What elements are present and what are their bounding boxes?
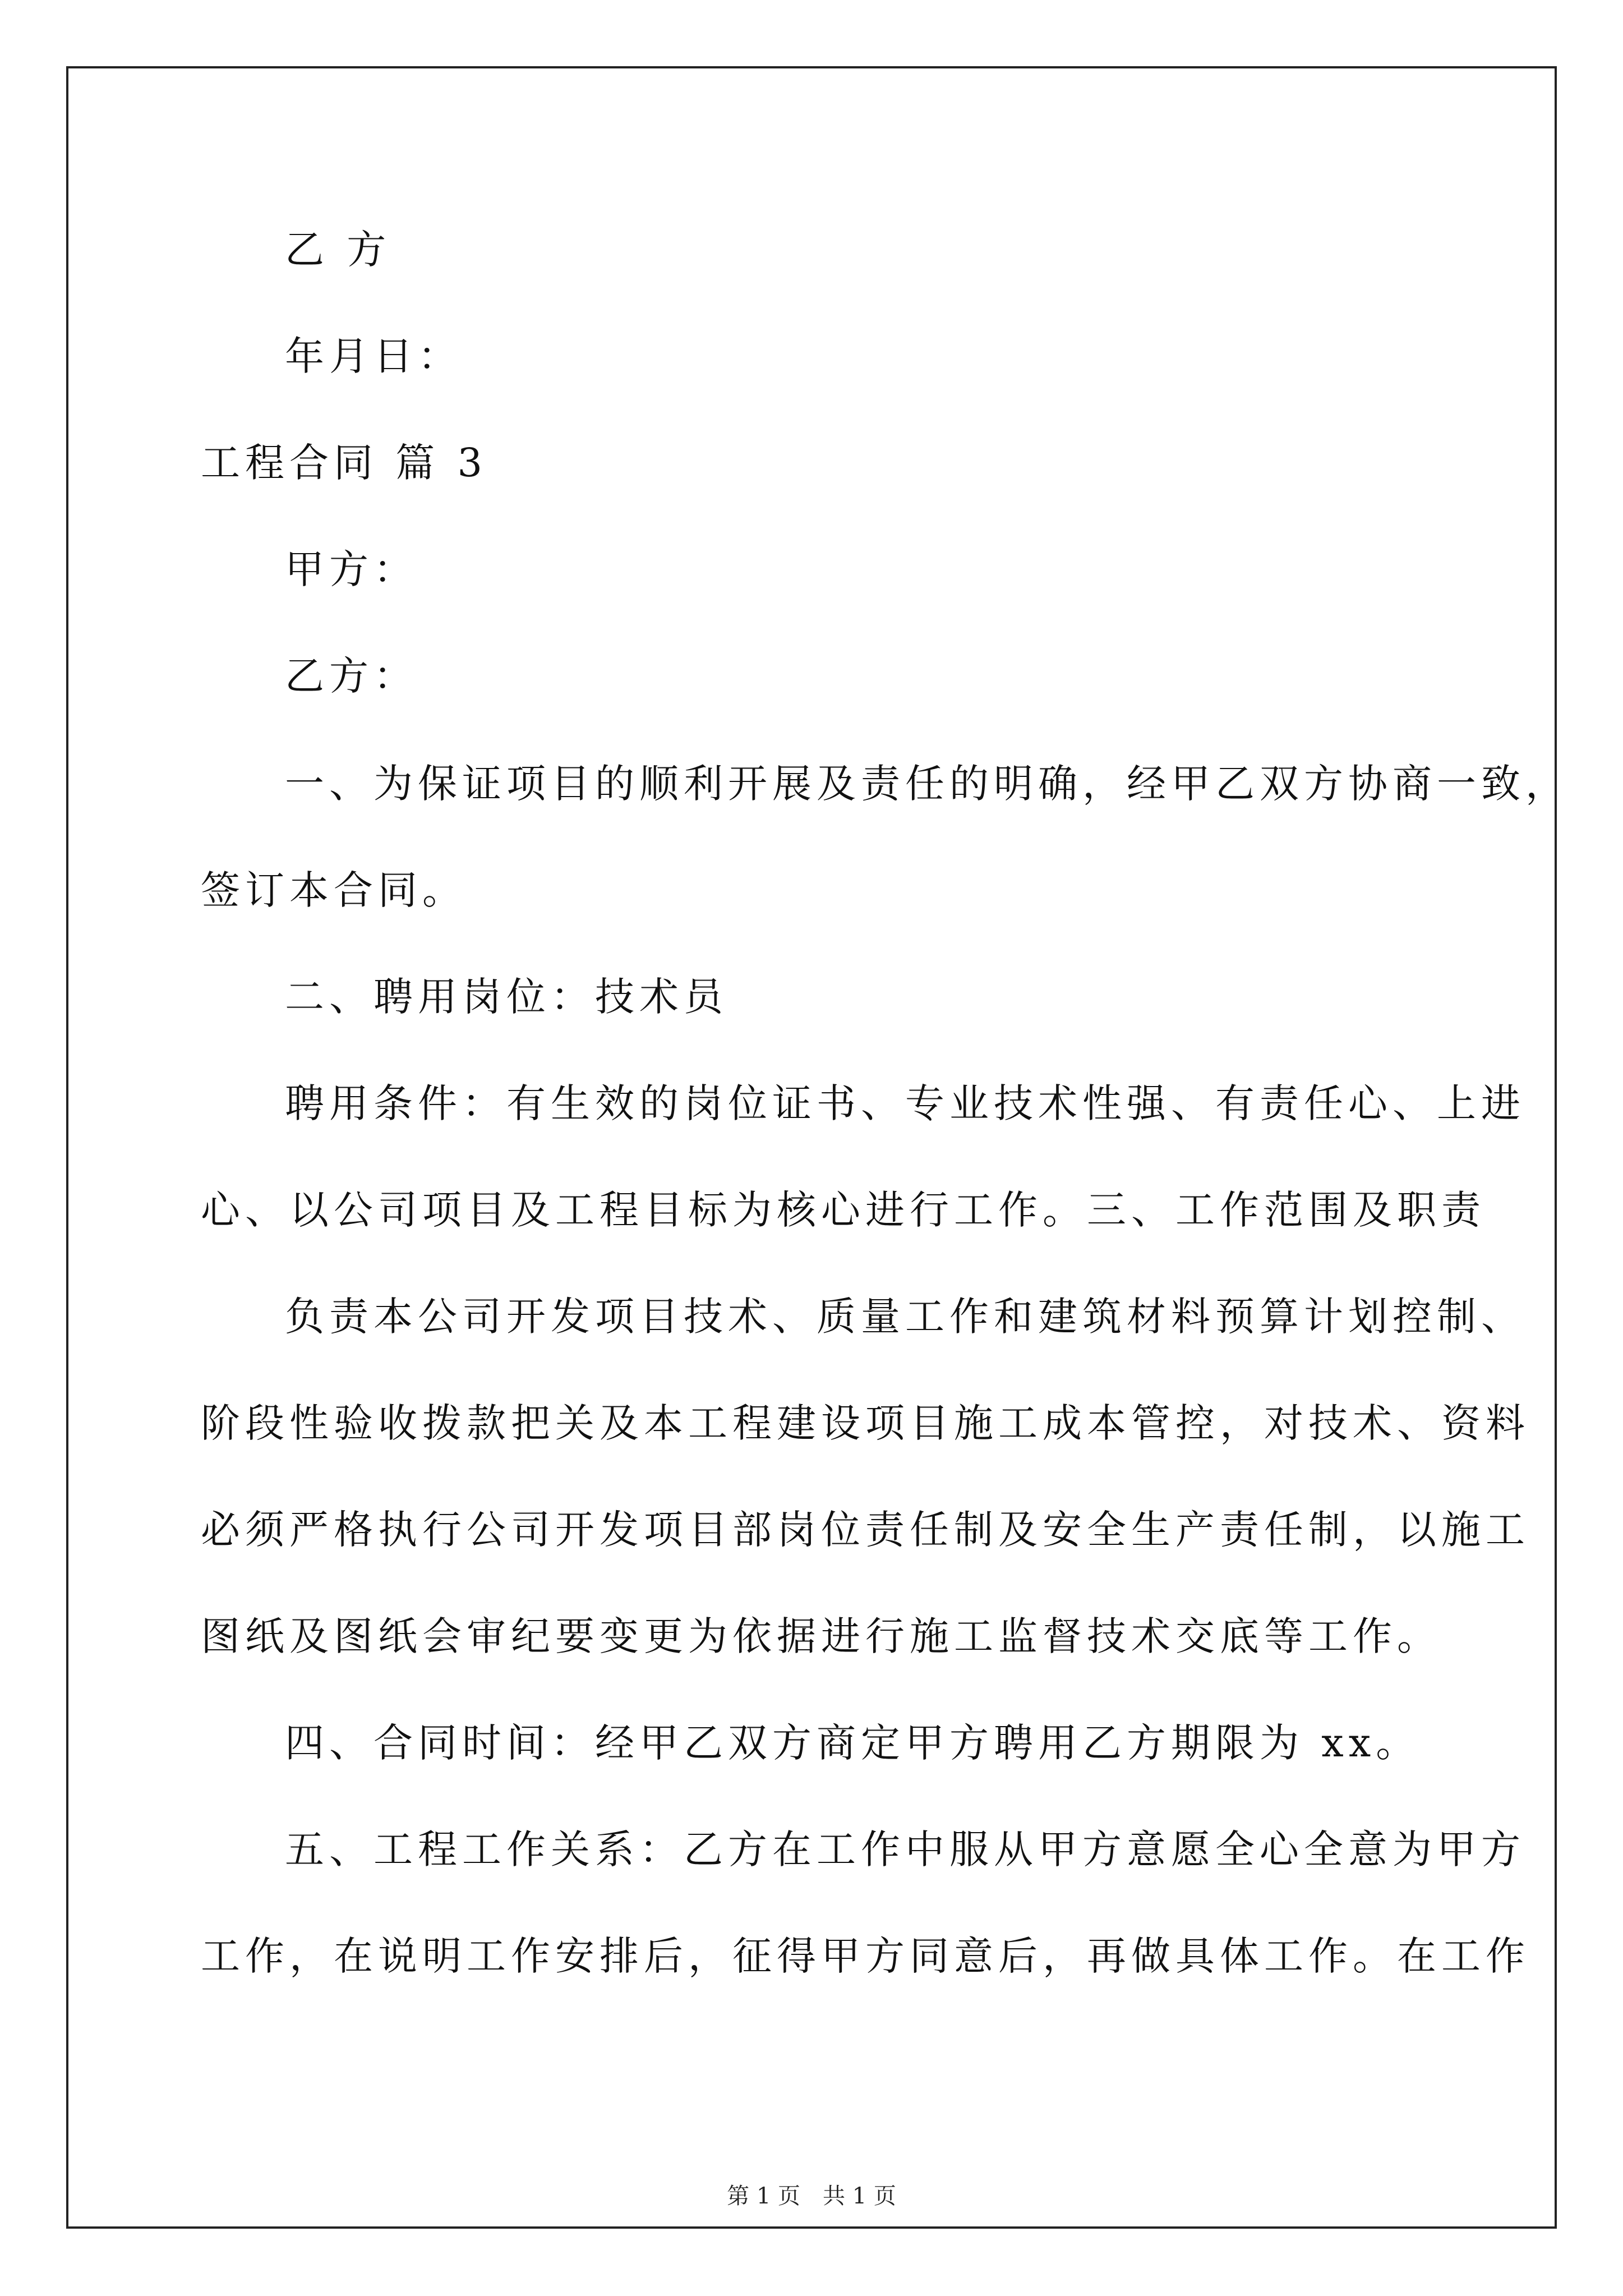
date-label: 年月日： bbox=[285, 333, 462, 379]
duties-line-3: 必须严格执行公司开发项目部岗位责任制及安全生产责任制，以施工 bbox=[201, 1507, 1530, 1553]
clause-1-line-1: 一、为保证项目的顺利开展及责任的明确，经甲乙双方协商一致， bbox=[285, 761, 1570, 807]
clause-2-position: 二、聘用岗位：技术员 bbox=[285, 974, 728, 1020]
party-a-label: 甲方： bbox=[285, 546, 418, 592]
section-heading: 工程合同 篇 3 bbox=[201, 440, 488, 486]
clause-4-term: 四、合同时间：经甲乙双方商定甲方聘用乙方期限为 xx。 bbox=[285, 1720, 1421, 1766]
party-b-label: 乙方： bbox=[285, 653, 418, 699]
clause-5-line-1: 五、工程工作关系：乙方在工作中服从甲方意愿全心全意为甲方 bbox=[285, 1826, 1525, 1872]
duties-line-4: 图纸及图纸会审纪要变更为依据进行施工监督技术交底等工作。 bbox=[201, 1613, 1441, 1659]
page-border bbox=[66, 66, 1557, 2229]
duties-line-2: 阶段性验收拨款把关及本工程建设项目施工成本管控，对技术、资料 bbox=[201, 1400, 1530, 1446]
hiring-conditions-line-2: 心、以公司项目及工程目标为核心进行工作。三、工作范围及职责 bbox=[201, 1187, 1486, 1233]
page-footer: 第 1 页 共 1 页 bbox=[727, 2183, 896, 2209]
clause-1-line-2: 签订本合同。 bbox=[201, 867, 467, 913]
duties-line-1: 负责本公司开发项目技术、质量工作和建筑材料预算计划控制、 bbox=[285, 1294, 1525, 1340]
hiring-conditions-line-1: 聘用条件：有生效的岗位证书、专业技术性强、有责任心、上进 bbox=[285, 1080, 1525, 1126]
party-b-signature-label: 乙 方 bbox=[285, 227, 391, 273]
clause-5-line-2: 工作，在说明工作安排后，征得甲方同意后，再做具体工作。在工作 bbox=[201, 1933, 1530, 1979]
